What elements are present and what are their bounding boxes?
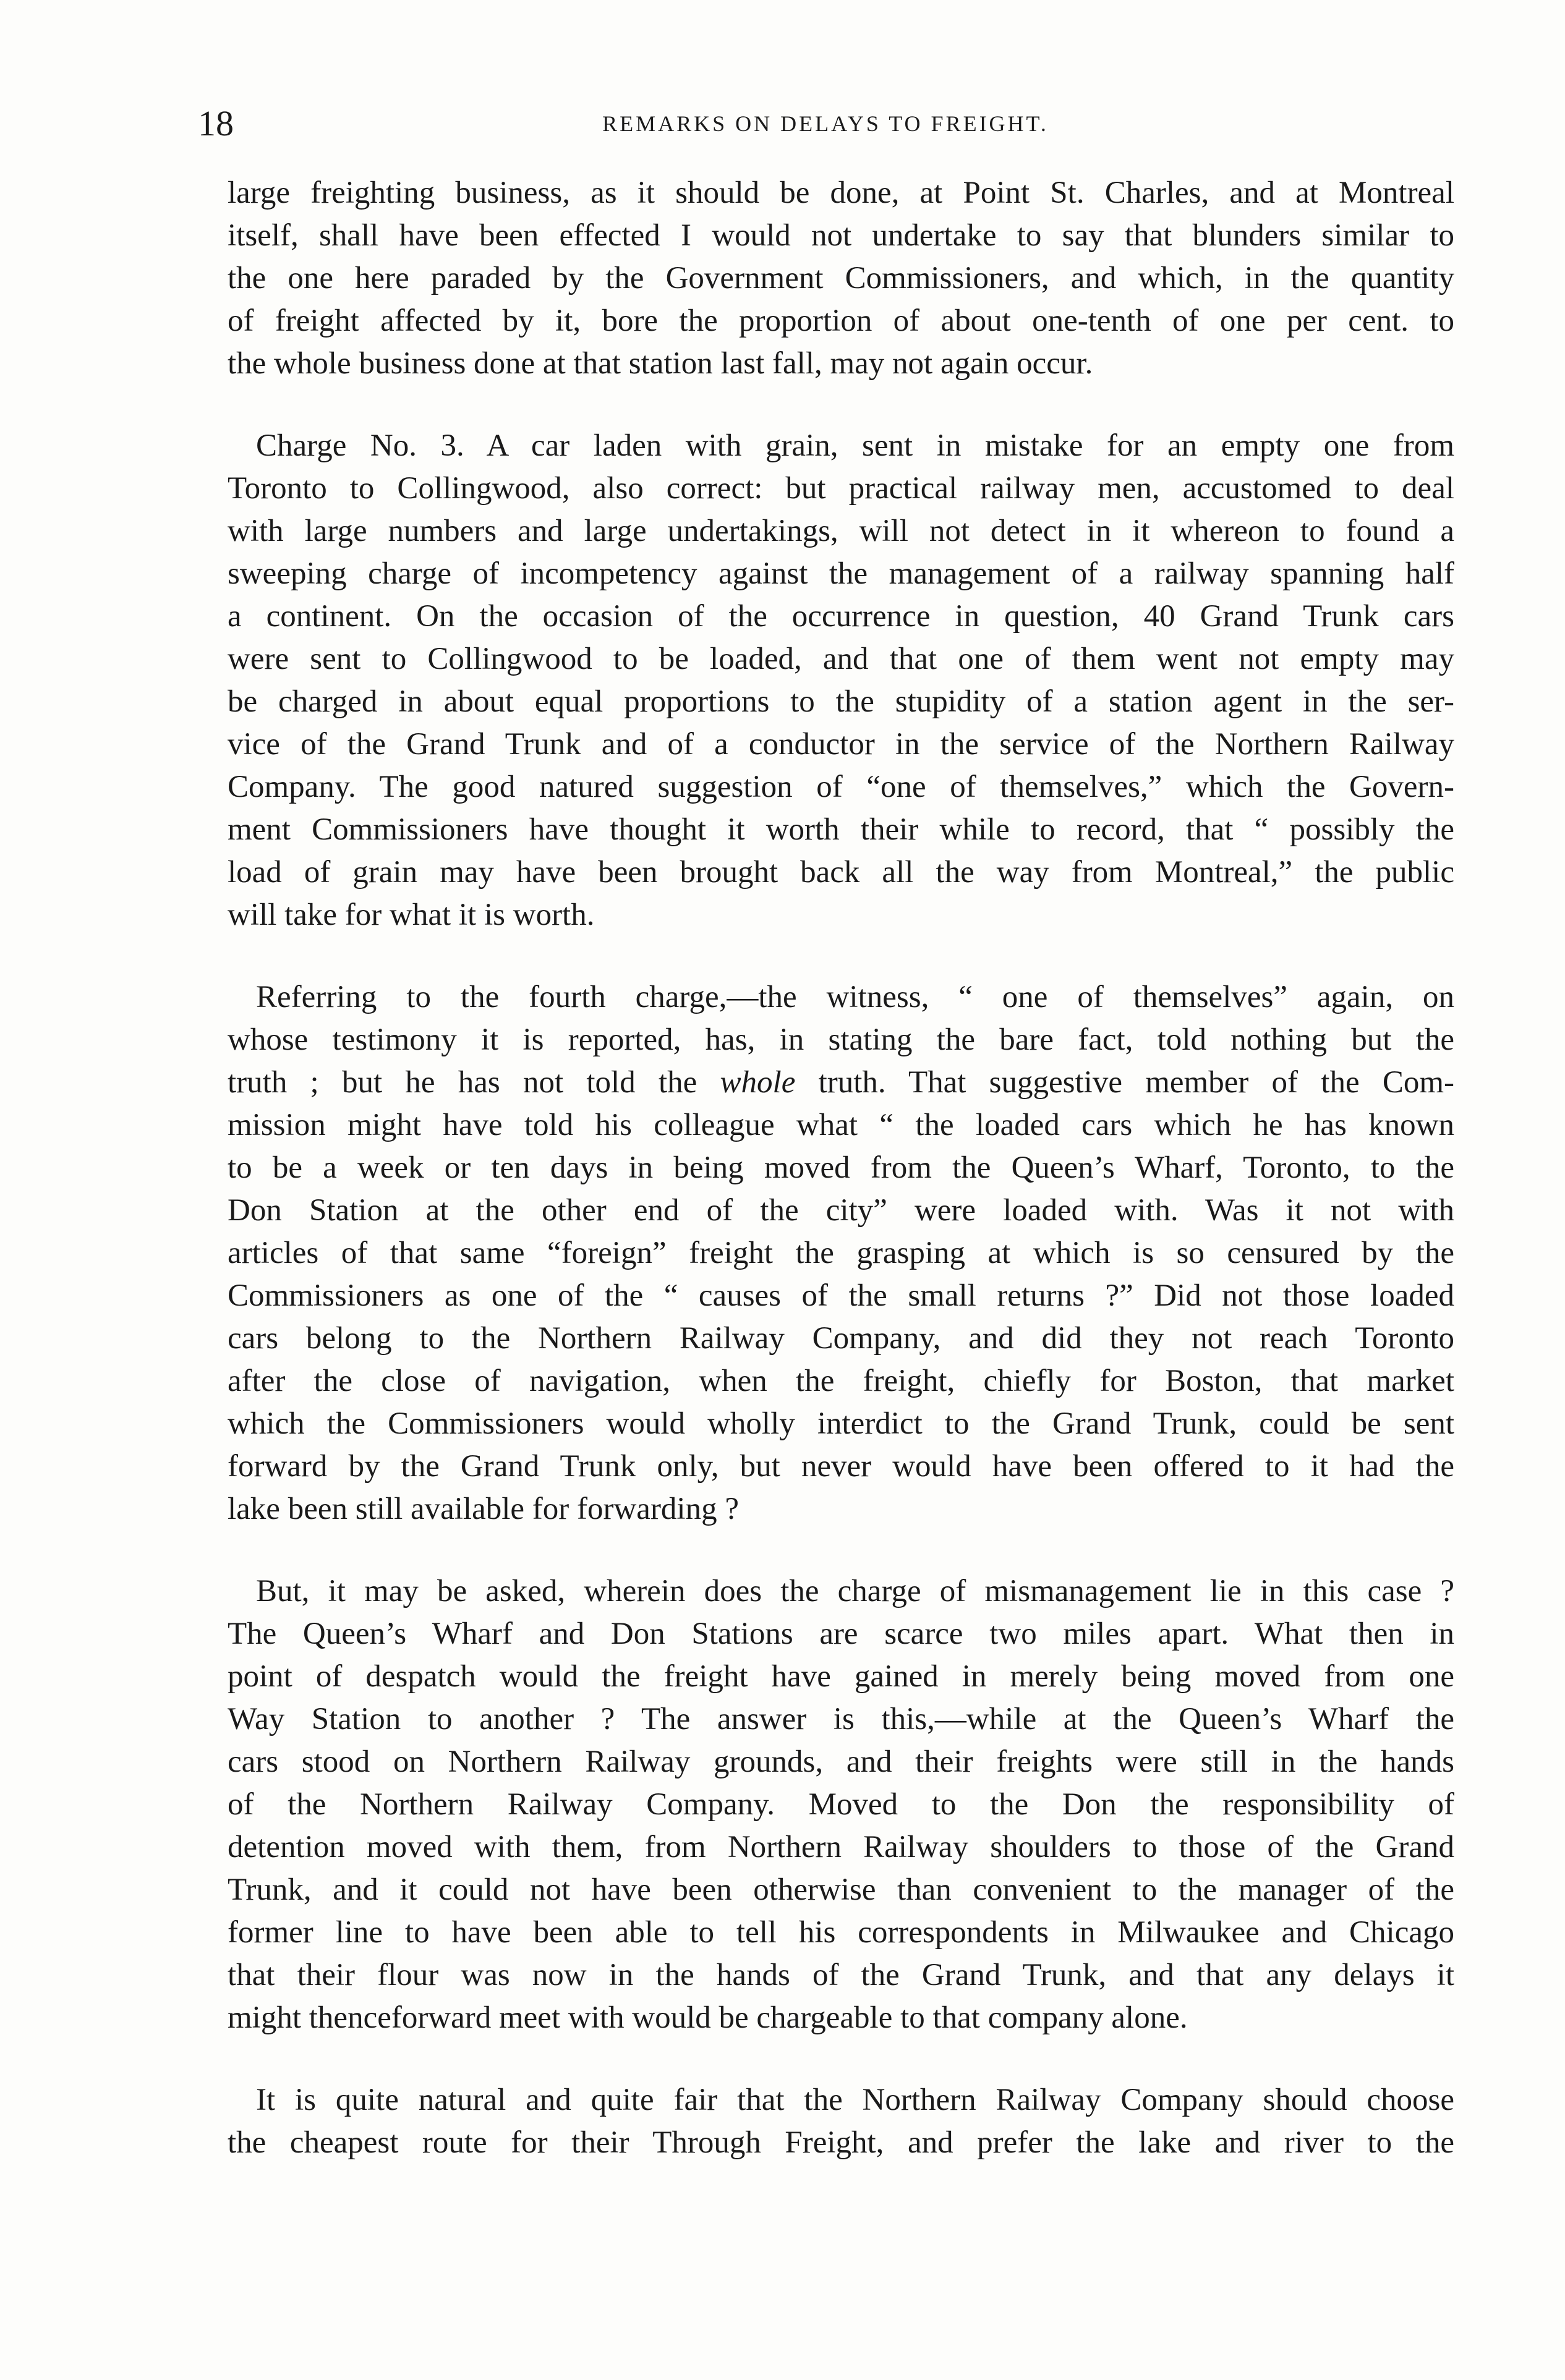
running-head xyxy=(198,99,1453,148)
running-title: REMARKS ON DELAYS TO FREIGHT. xyxy=(602,111,1049,136)
text-line: might thenceforward meet with would be chargeable to that company alone. xyxy=(228,2000,1188,2035)
text-run: truth. That suggestive member of the Com- xyxy=(795,1065,1454,1100)
text-line: cars stood on Northern Railway grounds, and their freights were still in the hands xyxy=(228,1745,1454,1779)
text-run: truth ; but he has not told the xyxy=(228,1065,720,1100)
text-line: a continent. On the occasion of the occurrence in question, 40 Grand Trunk cars xyxy=(228,599,1454,634)
text-line: load of grain may have been brought back all the way from Montreal,” the public xyxy=(228,855,1454,890)
text-line: after the close of navigation, when the freight, chiefly for Boston, that market xyxy=(228,1364,1454,1398)
text-line xyxy=(199,1061,1454,1104)
text-line: The Queen’s Wharf and Don Stations are scarce two miles apart. What then in xyxy=(228,1617,1454,1651)
page-number: 18 xyxy=(198,103,234,143)
text-line: sweeping charge of incompetency against the management of a railway spanning half xyxy=(228,556,1454,591)
text-line: Don Station at the other end of the city” were loaded with. Was it not with xyxy=(228,1193,1454,1228)
text-line: that their flour was now in the hands of the Grand Trunk, and that any delays it xyxy=(228,1958,1454,1992)
text-line: point of despatch would the freight have gained in merely being moved from one xyxy=(228,1659,1454,1694)
text-line: cars belong to the Northern Railway Company, and did they not reach Toronto xyxy=(228,1321,1454,1356)
text-line: of the Northern Railway Company. Moved to the Don the responsibility of xyxy=(228,1787,1454,1822)
text-line: the one here paraded by the Government Commissioners, and which, in the quantity xyxy=(228,261,1454,295)
paragraph-3 xyxy=(199,976,1454,1531)
text-line: Referring to the fourth charge,—the witness, “ one of themselves” again, on xyxy=(256,980,1454,1014)
text-line: whose testimony it is reported, has, in stating the bare fact, told nothing but the xyxy=(228,1022,1454,1057)
text-line: the cheapest route for their Through Freight, and prefer the lake and river to the xyxy=(228,2125,1454,2160)
paragraph-1 xyxy=(199,172,1454,385)
paragraph-2 xyxy=(199,425,1454,937)
text-line: It is quite natural and quite fair that the Northern Railway Company should choose xyxy=(256,2083,1454,2117)
text-line: Company. The good natured suggestion of “one of themselves,” which the Govern- xyxy=(228,770,1454,804)
text-line: with large numbers and large undertakings, will not detect in it whereon to found a xyxy=(228,514,1454,548)
paragraph-4 xyxy=(199,1570,1454,2039)
emphasis-whole: whole xyxy=(720,1065,796,1100)
text-line: large freighting business, as it should be done, at Point St. Charles, and at Montreal xyxy=(228,176,1454,210)
text-line: Trunk, and it could not have been otherwise than convenient to the manager of the xyxy=(228,1872,1454,1907)
text-line: which the Commissioners would wholly interdict to the Grand Trunk, could be sent xyxy=(228,1406,1454,1441)
text-line: Charge No. 3. A car laden with grain, sent in mistake for an empty one from xyxy=(256,428,1454,463)
text-line: itself, shall have been effected I would not undertake to say that blunders similar to xyxy=(228,218,1454,253)
text-line: of freight affected by it, bore the proportion of about one-tenth of one per cent. to xyxy=(228,304,1454,338)
text-line: were sent to Collingwood to be loaded, and that one of them went not empty may xyxy=(228,642,1454,676)
text-line: Toronto to Collingwood, also correct: but practical railway men, accustomed to deal xyxy=(228,471,1454,506)
text-line: ment Commissioners have thought it worth their while to record, that “ possibly the xyxy=(228,812,1454,847)
text-line: former line to have been able to tell his correspondents in Milwaukee and Chicago xyxy=(228,1915,1454,1950)
text-line: vice of the Grand Trunk and of a conductor in the service of the Northern Railway xyxy=(228,727,1454,762)
text-line: mission might have told his colleague what “ the loaded cars which he has known xyxy=(228,1108,1454,1142)
text-line: detention moved with them, from Northern Railway shoulders to those of the Grand xyxy=(228,1830,1454,1864)
text-line: the whole business done at that station last fall, may not again occur. xyxy=(228,346,1093,381)
text-line: will take for what it is worth. xyxy=(228,898,595,932)
text-line: forward by the Grand Trunk only, but never would have been offered to it had the xyxy=(228,1449,1454,1484)
text-line: Commissioners as one of the “ causes of the small returns ?” Did not those loaded xyxy=(228,1278,1454,1313)
body-text xyxy=(199,172,1454,2204)
text-line: be charged in about equal proportions to the stupidity of a station agent in the ser- xyxy=(228,684,1454,719)
paragraph-5 xyxy=(199,2079,1454,2164)
text-line: Way Station to another ? The answer is this,—while at the Queen’s Wharf the xyxy=(228,1702,1454,1736)
text-line: lake been still available for forwarding ? xyxy=(228,1492,739,1526)
text-line: to be a week or ten days in being moved from the Queen’s Wharf, Toronto, to the xyxy=(228,1150,1454,1185)
text-line: But, it may be asked, wherein does the charge of mismanagement lie in this case ? xyxy=(256,1574,1454,1609)
text-line: articles of that same “foreign” freight the grasping at which is so censured by the xyxy=(228,1236,1454,1270)
